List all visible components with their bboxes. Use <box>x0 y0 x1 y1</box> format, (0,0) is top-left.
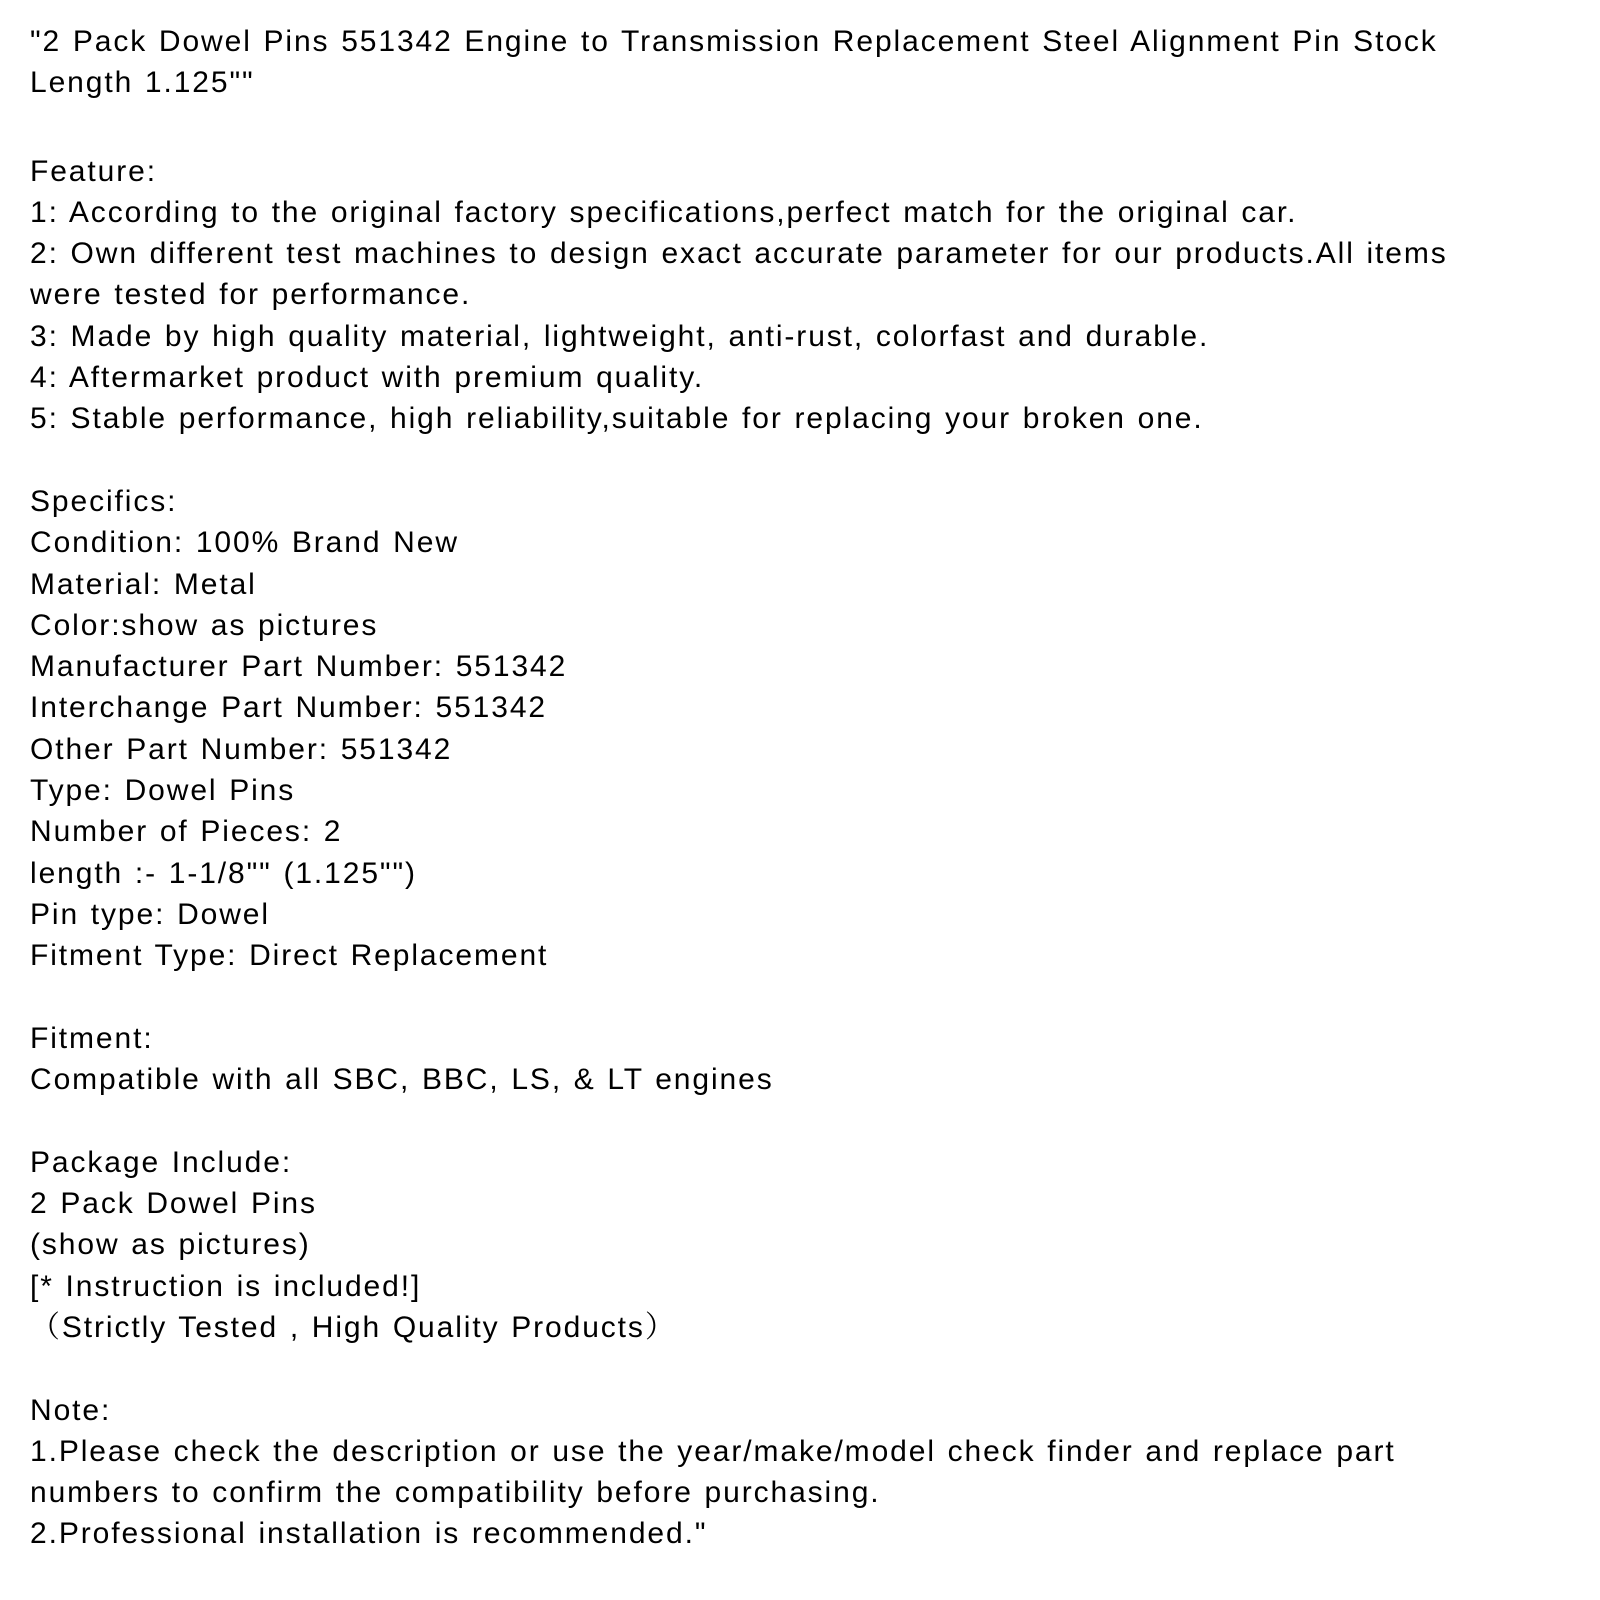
blank-line <box>30 1100 1570 1141</box>
blank-line <box>30 1348 1570 1389</box>
feature-line-2-wrap: were tested for performance. <box>30 278 472 312</box>
section-heading-note: Note: <box>30 1393 112 1427</box>
fitment-compatibility: Compatible with all SBC, BBC, LS, & LT engines <box>30 1063 774 1097</box>
specifics-other-part-number: Other Part Number: 551342 <box>30 732 453 766</box>
specifics-manufacturer-part-number: Manufacturer Part Number: 551342 <box>30 650 568 684</box>
specifics-material: Material: Metal <box>30 567 257 601</box>
package-show-as-pictures: (show as pictures) <box>30 1228 311 1262</box>
section-heading-fitment: Fitment: <box>30 1021 154 1055</box>
specifics-color: Color:show as pictures <box>30 608 379 642</box>
section-heading-specifics: Specifics: <box>30 484 178 518</box>
specifics-fitment-type: Fitment Type: Direct Replacement <box>30 939 549 973</box>
specifics-length: length :- 1-1/8"" (1.125"") <box>30 856 417 890</box>
product-title-line-2: Length 1.125"" <box>30 66 255 100</box>
section-heading-feature: Feature: <box>30 154 157 188</box>
feature-line-1: 1: According to the original factory specifications,perfect match for the original car. <box>30 195 1298 229</box>
blank-line <box>30 104 1570 151</box>
specifics-number-of-pieces: Number of Pieces: 2 <box>30 815 343 849</box>
feature-line-3: 3: Made by high quality material, lightweight, anti-rust, colorfast and durable. <box>30 319 1210 353</box>
note-line-1-wrap: numbers to confirm the compatibility before purchasing. <box>30 1476 881 1510</box>
specifics-pin-type: Pin type: Dowel <box>30 897 270 931</box>
product-title-line-1: "2 Pack Dowel Pins 551342 Engine to Transmission Replacement Steel Alignment Pin Stock <box>30 25 1438 58</box>
package-quality-note: （Strictly Tested , High Quality Products） <box>30 1310 677 1344</box>
blank-line <box>30 440 1570 481</box>
feature-line-4: 4: Aftermarket product with premium quality. <box>30 361 705 395</box>
feature-line-5: 5: Stable performance, high reliability,suitable for replacing your broken one. <box>30 402 1204 436</box>
specifics-interchange-part-number: Interchange Part Number: 551342 <box>30 691 548 725</box>
note-line-2: 2.Professional installation is recommended." <box>30 1517 708 1551</box>
section-heading-package-include: Package Include: <box>30 1145 293 1179</box>
specifics-type: Type: Dowel Pins <box>30 774 296 808</box>
feature-line-2: 2: Own different test machines to design exact accurate parameter for our products.All items <box>30 237 1448 271</box>
package-item: 2 Pack Dowel Pins <box>30 1187 317 1221</box>
blank-line <box>30 977 1570 1018</box>
note-line-1: 1.Please check the description or use the year/make/model check finder and replace part <box>30 1434 1396 1468</box>
package-instruction-note: [* Instruction is included!] <box>30 1269 422 1303</box>
specifics-condition: Condition: 100% Brand New <box>30 526 459 560</box>
